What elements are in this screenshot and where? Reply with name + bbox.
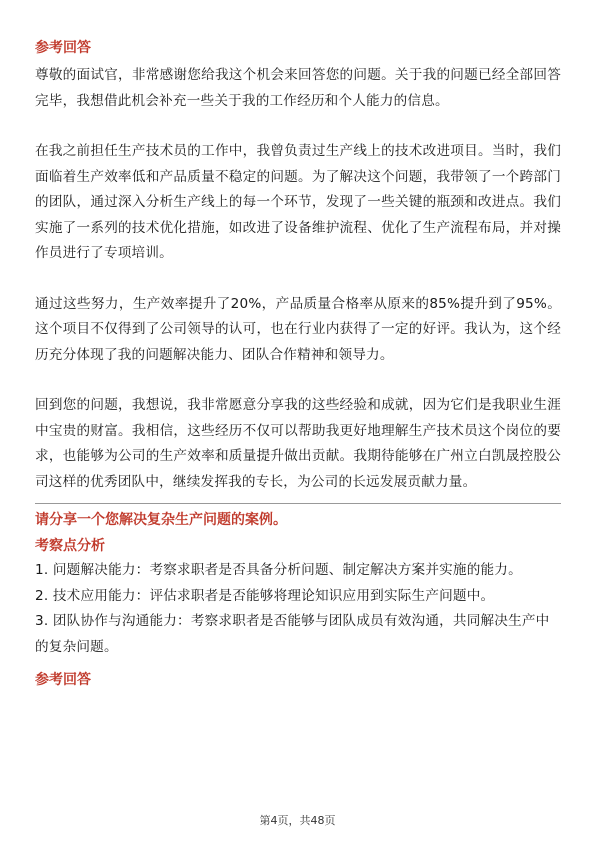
answer-paragraph: 尊敬的面试官，非常感谢您给我这个机会来回答您的问题。关于我的问题已经全部回答完毕，我想借此机会补充一些关于我的工作经历和个人能力的信息。: [35, 67, 561, 109]
answer-paragraph: 通过这些努力，生产效率提升了20%，产品质量合格率从原来的85%提升到了95%。这个项目不仅得到了公司领导的认可，也在行业内获得了一定的好评。我认为，这个经历充分体现了我的问题解决能力、团队合作精神和领导力。: [35, 295, 561, 363]
answer-heading: 参考回答: [35, 672, 91, 688]
document-page: [35, 38, 561, 690]
answer-heading: 参考回答: [35, 40, 91, 56]
answer-paragraph: 在我之前担任生产技术员的工作中，我曾负责过生产线上的技术改进项目。当时，我们面临着生产效率低和产品质量不稳定的问题。为了解决这个问题，我带领了一个跨部门的团队，通过深入分析生产线上的每一个环节，发现了一些关键的瓶颈和改进点。我们实施了一系列的技术优化措施，如改进了设备维护流程、优化了生产流程布局，并对操作员进行了专项培训。: [35, 143, 561, 261]
analysis-heading: 考察点分析: [35, 538, 105, 554]
answer-paragraph: 回到您的问题，我想说，我非常愿意分享我的这些经验和成就，因为它们是我职业生涯中宝贵的财富。我相信，这些经历不仅可以帮助我更好地理解生产技术员这个岗位的要求，也能够为公司的生产效率和质量提升做出贡献。我期待能够在广州立白凯晟控股公司这样的优秀团队中，继续发挥我的专长，为公司的长远发展贡献力量。: [35, 397, 561, 490]
question-heading: 请分享一个您解决复杂生产问题的案例。: [35, 512, 287, 528]
analysis-item: 2. 技术应用能力：评估求职者是否能够将理论知识应用到实际生产问题中。: [35, 587, 495, 604]
page-indicator: 第4页，共48页: [259, 814, 336, 827]
section-divider: [35, 503, 561, 504]
analysis-item: 1. 问题解决能力：考察求职者是否具备分析问题、制定解决方案并实施的能力。: [35, 562, 522, 578]
analysis-item: 3. 团队协作与沟通能力：考察求职者是否能够与团队成员有效沟通，共同解决生产中的复杂问题。: [35, 613, 550, 655]
